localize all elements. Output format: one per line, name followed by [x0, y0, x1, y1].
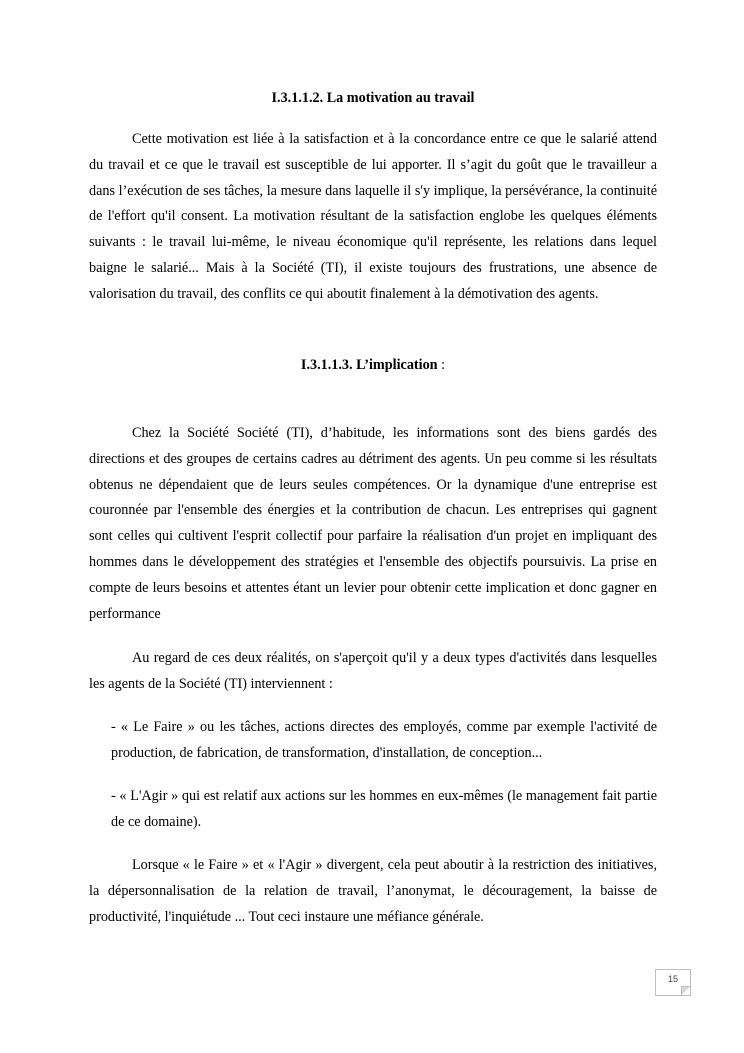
page-curl-icon [681, 986, 690, 995]
section-heading-motivation [89, 88, 657, 108]
paragraph-implication: Chez la Société Société (TI), d’habitude, les informations sont des biens gardés des directions et des groupes de certains cadres au détriment des agents. Un peu comme si les résultats obtenus ne dépendaient que de leurs seules compétences. Or la dynamique d'une entreprise est couronnée par l'ensemble des énergies et la contribution de chacun. Les entreprises qui gagnent sont celles qui cultivent l'esprit collectif pour parfaire la réalisation d'un projet en impliquant des hommes dans le développement des stratégies et l'ensemble des objectifs poursuivis. La prise en compte de leurs besoins et attentes étant un levier pour obtenir cette implication et donc gagner en performance [89, 425, 657, 622]
list-item-l-agir: - « L'Agir » qui est relatif aux actions sur les hommes en eux-mêmes (le management fait partie de ce domaine). [111, 788, 657, 830]
paragraph-divergence: Lorsque « le Faire » et « l'Agir » divergent, cela peut aboutir à la restriction des initiatives, la dépersonnalisation de la relation de travail, l’anonymat, le découragement, la baisse de productivité, l'inquiétude ... Tout ceci instaure une méfiance générale. [89, 857, 657, 925]
section-heading-implication [89, 355, 657, 375]
paragraph-motivation: Cette motivation est liée à la satisfaction et à la concordance entre ce que le salarié attend du travail et ce que le travail est susceptible de lui apporter. Il s’agit du goût que le travailleur a dans l’exécution de ses tâches, la mesure dans laquelle il s'y implique, la persévérance, la continuité de l'effort qu'il consent. La motivation résultant de la satisfaction englobe les quelques éléments suivants : le travail lui-même, le niveau économique qu'il représente, les relations dans lequel baigne le salarié... Mais à la Société (TI), il existe toujours des frustrations, une absence de valorisation du travail, des conflits ce qui aboutit finalement à la démotivation des agents. [89, 131, 657, 302]
list-item-le-faire: - « Le Faire » ou les tâches, actions directes des employés, comme par exemple l'activité de production, de fabrication, de transformation, d'installation, de conception... [111, 719, 657, 761]
heading-text: I.3.1.1.2. La motivation au travail [271, 90, 475, 106]
paragraph-two-realities: Au regard de ces deux réalités, on s'aperçoit qu'il y a deux types d'activités dans lesquelles les agents de la Société (TI) interviennent : [89, 650, 657, 692]
heading-suffix: : [437, 357, 446, 373]
page-number: 15 [667, 974, 678, 984]
heading-text: I.3.1.1.3. L’implication [300, 357, 438, 373]
page-number-box [655, 969, 691, 996]
